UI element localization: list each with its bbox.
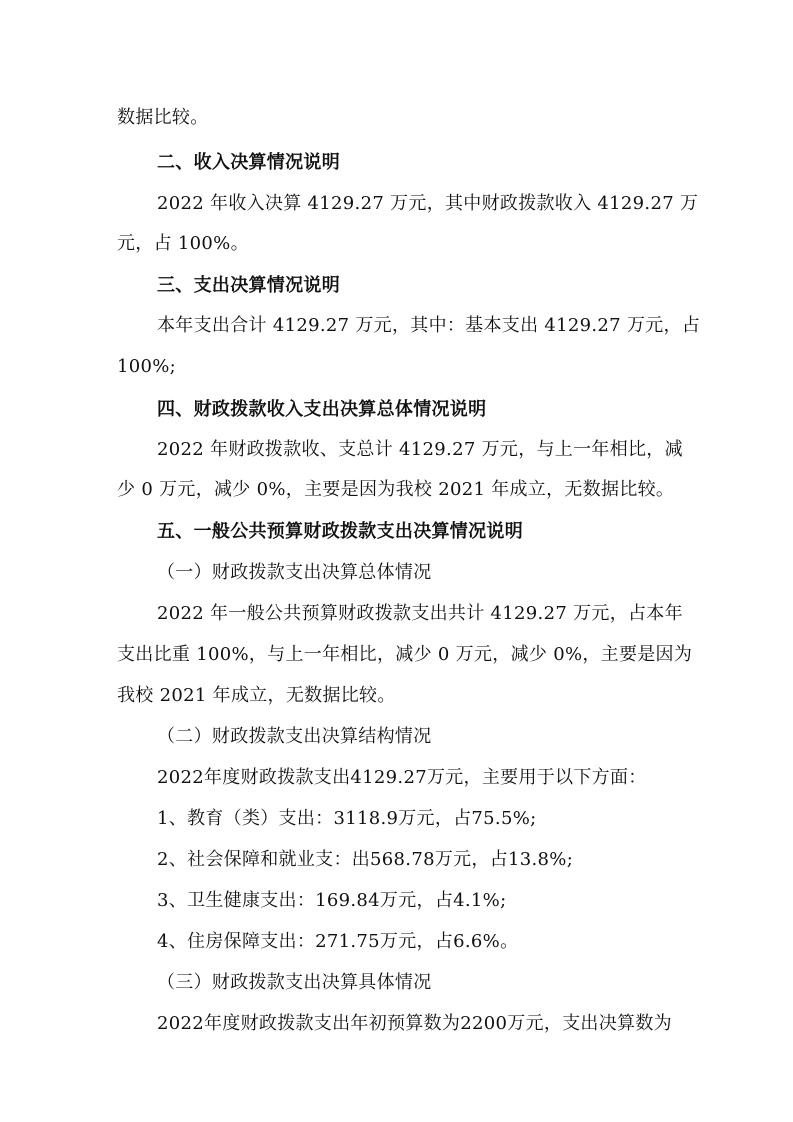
subsection-3-heading: （三）财政拨款支出决算具体情况 <box>157 972 432 993</box>
section-3-heading: 三、支出决算情况说明 <box>157 275 340 296</box>
expenditure-item-social-security: 2、社会保障和就业支：出568.78万元，占13.8%; <box>157 849 574 870</box>
section-3-paragraph-line-2: 100%; <box>117 356 177 377</box>
section-3-paragraph-line-1: 本年支出合计 4129.27 万元，其中：基本支出 4129.27 万元，占 <box>157 315 701 336</box>
subsection-1-line-1: 2022 年一般公共预算财政拨款支出共计 4129.27 万元，占本年 <box>157 603 683 624</box>
expenditure-item-education: 1、教育（类）支出：3118.9万元，占75.5%; <box>157 808 537 829</box>
section-4-heading: 四、财政拨款收入支出决算总体情况说明 <box>157 399 487 420</box>
section-4-paragraph-line-2: 少 0 万元，减少 0%，主要是因为我校 2021 年成立，无数据比较。 <box>117 479 675 500</box>
subsection-2-intro: 2022年度财政拨款支出4129.27万元，主要用于以下方面： <box>157 767 647 788</box>
subsection-1-line-2: 支出比重 100%，与上一年相比，减少 0 万元，减少 0%，主要是因为 <box>117 644 693 665</box>
subsection-3-line-1: 2022年度财政拨款支出年初预算数为2200万元，支出决算数为 <box>157 1013 672 1034</box>
section-2-paragraph-line-1: 2022 年收入决算 4129.27 万元，其中财政拨款收入 4129.27 万 <box>157 193 699 214</box>
section-2-paragraph-line-2: 元，占 100%。 <box>117 233 249 254</box>
expenditure-item-health: 3、卫生健康支出：169.84万元，占4.1%; <box>157 890 507 911</box>
section-2-heading: 二、收入决算情况说明 <box>157 152 340 173</box>
section-4-paragraph-line-1: 2022 年财政拨款收、支总计 4129.27 万元，与上一年相比，减 <box>157 439 683 460</box>
section-5-heading: 五、一般公共预算财政拨款支出决算情况说明 <box>157 521 523 542</box>
subsection-1-heading: （一）财政拨款支出决算总体情况 <box>157 562 432 583</box>
expenditure-item-housing: 4、住房保障支出：271.75万元，占6.6%。 <box>157 931 519 952</box>
subsection-2-heading: （二）财政拨款支出决算结构情况 <box>157 726 432 747</box>
subsection-1-line-3: 我校 2021 年成立，无数据比较。 <box>117 685 396 706</box>
intro-tail-text: 数据比较。 <box>117 107 209 128</box>
